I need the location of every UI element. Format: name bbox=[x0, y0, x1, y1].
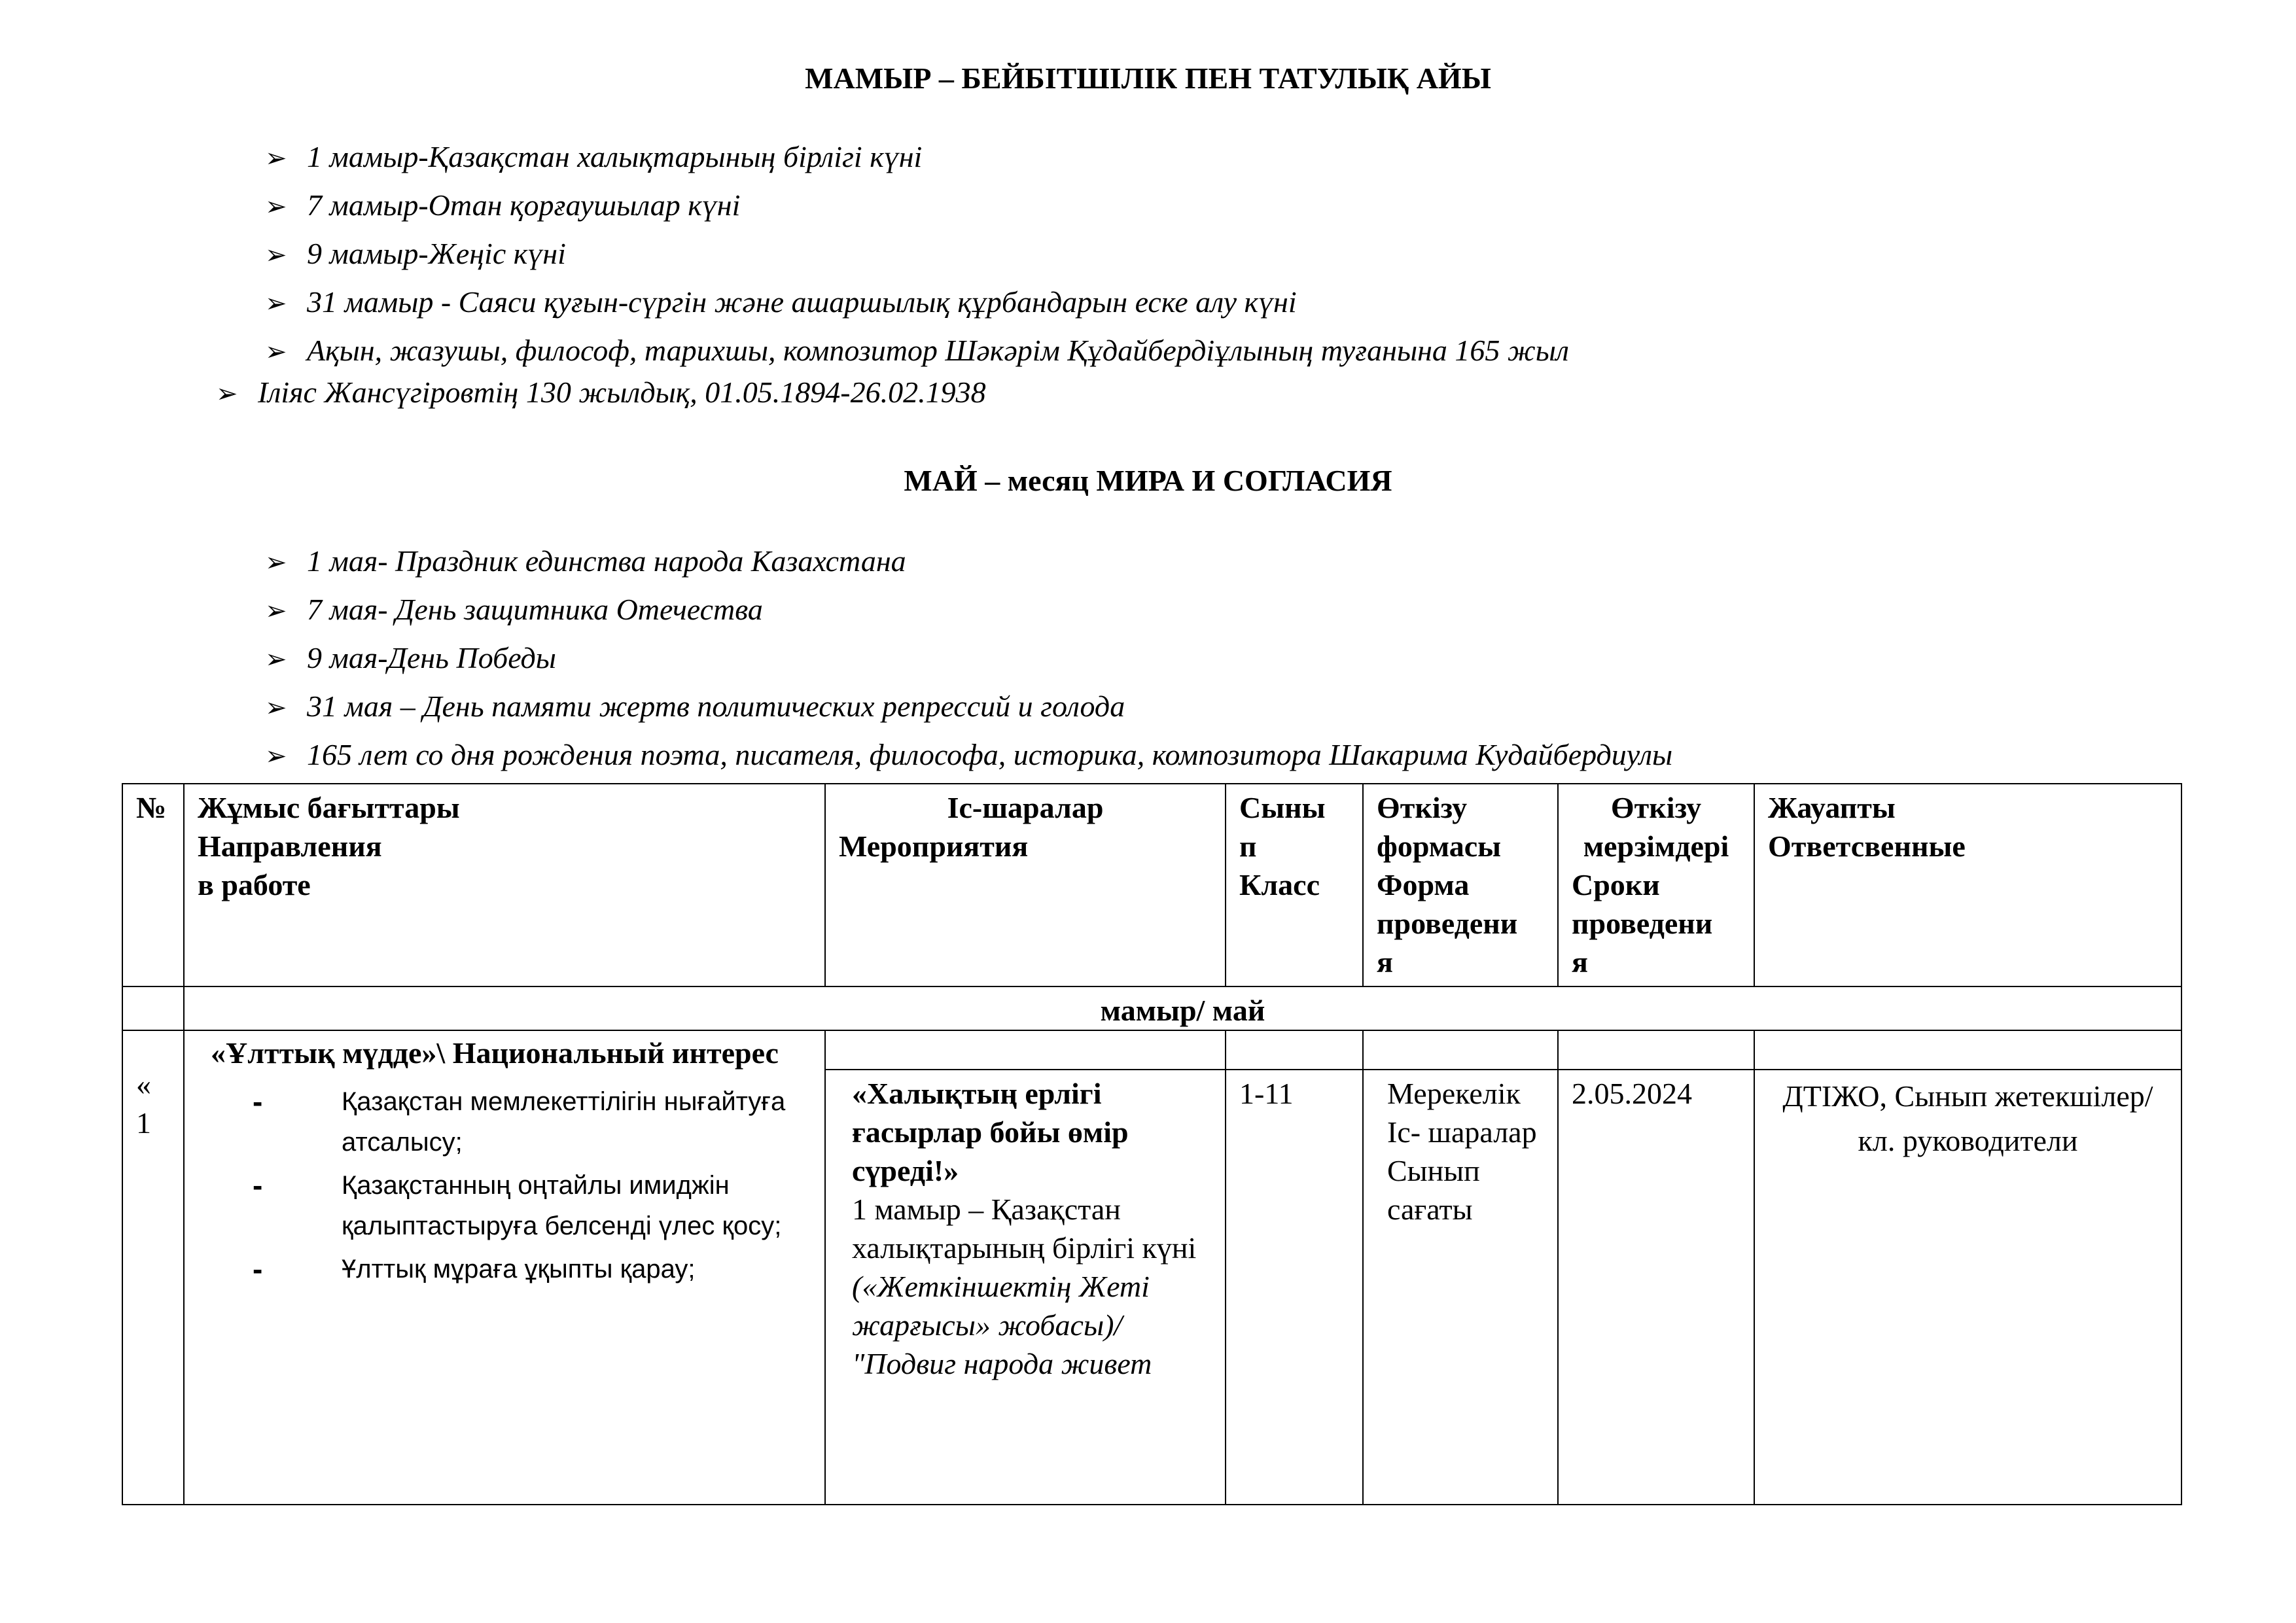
table-row-split bbox=[122, 1030, 2181, 1070]
direction-list bbox=[211, 1081, 811, 1289]
list-item: ➢ 1 мая- Праздник единства народа Казахстана bbox=[265, 542, 906, 582]
header-form: Өткізу формасы Форма проведени я bbox=[1363, 784, 1558, 986]
arrowhead-bullet-icon: ➢ bbox=[265, 192, 287, 222]
list-item: ➢ 7 мамыр-Отан қорғаушылар күні bbox=[265, 186, 740, 226]
dash-bullet-icon: - bbox=[253, 1252, 263, 1286]
arrowhead-bullet-icon: ➢ bbox=[265, 596, 287, 626]
table-header-row bbox=[122, 784, 2181, 986]
header-dates: Өткізу мерзімдері Сроки проведени я bbox=[1558, 784, 1754, 986]
arrowhead-bullet-icon: ➢ bbox=[265, 240, 287, 270]
dash-bullet-icon: - bbox=[253, 1085, 263, 1119]
arrowhead-bullet-icon: ➢ bbox=[216, 379, 238, 409]
date-cell: 2.05.2024 bbox=[1558, 1070, 1754, 1505]
list-item: - Ұлттық мұраға ұқыпты қарау; bbox=[342, 1249, 811, 1289]
list-item: - Қазақстанның оңтайлы имиджін қалыптастыруға белсенді үлес қосу; bbox=[342, 1165, 811, 1246]
arrowhead-bullet-icon: ➢ bbox=[265, 741, 287, 771]
plan-table bbox=[122, 783, 2182, 1505]
list-item: ➢ 9 мамыр-Жеңіс күні bbox=[265, 234, 566, 275]
month-row bbox=[122, 986, 2181, 1030]
class-cell: 1-11 bbox=[1226, 1070, 1363, 1505]
arrowhead-bullet-icon: ➢ bbox=[265, 143, 287, 173]
list-item: ➢ 7 мая- День защитника Отечества bbox=[265, 590, 763, 631]
form-cell: Мерекелік Іс- шаралар Сынып сағаты bbox=[1363, 1070, 1558, 1505]
arrowhead-bullet-icon: ➢ bbox=[265, 337, 287, 367]
list-item: ➢ 31 мая – День памяти жертв политических репрессий и голода bbox=[265, 687, 1125, 727]
header-no: № bbox=[122, 784, 184, 986]
dash-bullet-icon: - bbox=[253, 1168, 263, 1202]
list-item: ➢ 31 мамыр - Саяси қуғын-сүргін және ашаршылық құрбандарын еске алу күні bbox=[265, 283, 1297, 323]
heading-ru: МАЙ – месяц МИРА И СОГЛАСИЯ bbox=[904, 464, 1392, 497]
list-item: ➢ 1 мамыр-Қазақстан халықтарының бірлігі күні bbox=[265, 137, 922, 178]
list-item: ➢ 9 мая-День Победы bbox=[265, 638, 556, 679]
header-events: Іс-шаралар Мероприятия bbox=[825, 784, 1226, 986]
heading-kz: МАМЫР – БЕЙБІТШІЛІК ПЕН ТАТУЛЫҚ АЙЫ bbox=[805, 61, 1491, 95]
direction-cell: «Ұлттық мүдде»\ Национальный интерес - Қазақстан мемлекеттілігін нығайтуға атсалысу; - Қазақстанның оңтайлы имиджін қалыптастыруға белсенді үлес қосу; - Ұлттық мұраға ұқыпты қарау; bbox=[184, 1030, 825, 1505]
responsible-cell: ДТІЖО, Сынып жетекшілер/ кл. руководители bbox=[1754, 1070, 2181, 1505]
header-class: Сыны п Класс bbox=[1226, 784, 1363, 986]
arrowhead-bullet-icon: ➢ bbox=[265, 288, 287, 319]
list-item: ➢ Ақын, жазушы, философ, тарихшы, композитор Шәкәрім Құдайбердіұлының туғанына 165 жыл bbox=[265, 331, 1569, 372]
list-item: ➢ Іліяс Жансүгіровтің 130 жылдық, 01.05.1894-26.02.1938 bbox=[216, 373, 986, 413]
header-responsible: Жауапты Ответсвенные bbox=[1754, 784, 2181, 986]
arrowhead-bullet-icon: ➢ bbox=[265, 644, 287, 674]
month-label: мамыр/ май bbox=[184, 986, 2181, 1030]
header-direction: Жұмыс бағыттары Направления в работе bbox=[184, 784, 825, 986]
row-number: « 1 bbox=[122, 1030, 184, 1505]
arrowhead-bullet-icon: ➢ bbox=[265, 693, 287, 723]
event-cell: «Халықтың ерлігі ғасырлар бойы өмір сүреді!» 1 мамыр – Қазақстан халықтарының бірлігі күні («Жеткіншектің Жеті жарғысы» жобасы)/ "Подвиг народа живет bbox=[825, 1070, 1226, 1505]
list-item: ➢ 165 лет со дня рождения поэта, писателя, философа, историка, композитора Шакарима Кудайбердиулы bbox=[265, 735, 1672, 776]
list-item: - Қазақстан мемлекеттілігін нығайтуға атсалысу; bbox=[342, 1081, 811, 1162]
arrowhead-bullet-icon: ➢ bbox=[265, 548, 287, 578]
